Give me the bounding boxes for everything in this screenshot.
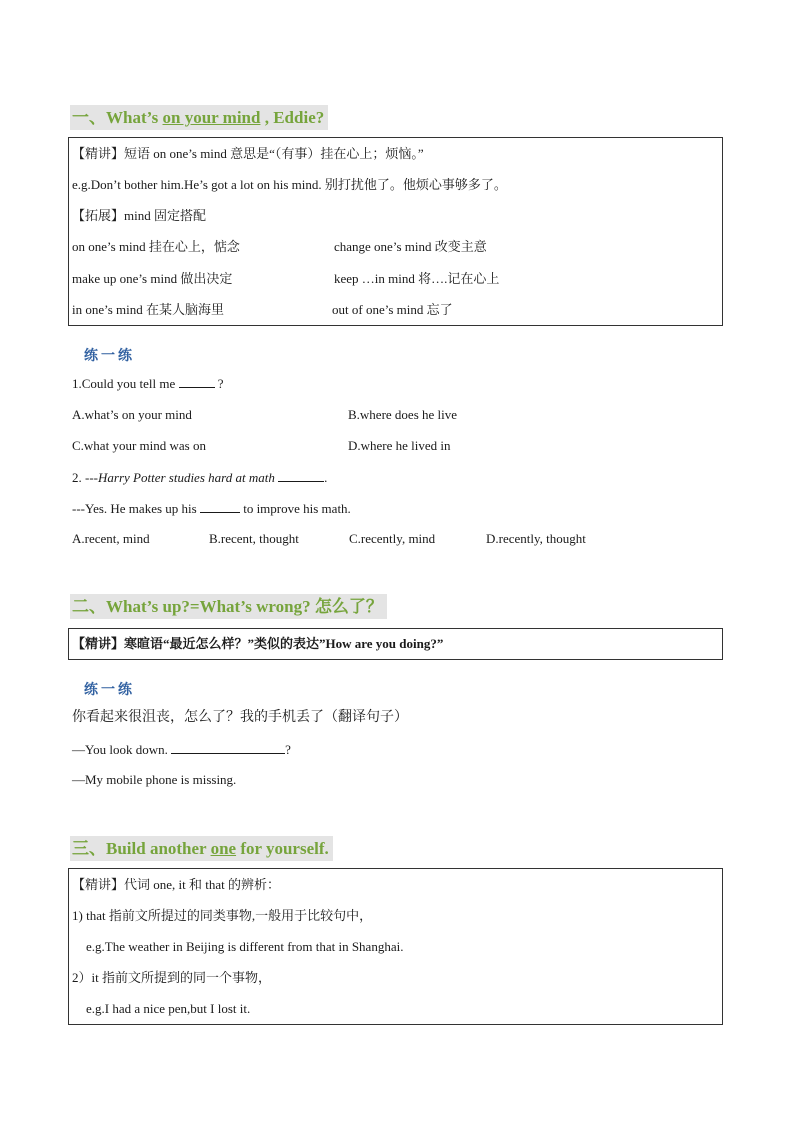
answer-blank[interactable] (200, 500, 240, 513)
answer-blank[interactable] (179, 375, 215, 388)
phrase-right-2: keep …in mind 将….记在心上 (334, 271, 500, 286)
q2-option-b: B.recent, thought (209, 531, 299, 546)
q2-prefix: 2. --- (72, 470, 98, 485)
question-1 (72, 375, 224, 392)
box3-line-4: 2）it 指前文所提到的同一个事物， (72, 970, 271, 985)
q2-option-a: A.recent, mind (72, 531, 150, 546)
box3-line-3: e.g.The weather in Beijing is different from that in Shanghai. (86, 939, 404, 954)
practice-label-1: 练一练 (84, 348, 135, 364)
answer-blank[interactable] (278, 469, 324, 482)
q2-period: . (324, 470, 328, 485)
box3-line-5: e.g.I had a nice pen,but I lost it. (86, 1001, 251, 1016)
question-2-line-1 (72, 469, 327, 486)
section-1-heading-post: , Eddie? (260, 108, 325, 127)
section-3-heading-underlined: one (210, 839, 237, 858)
section-1-heading-pre: 一、What’s (72, 108, 163, 127)
section-3-heading (70, 836, 333, 861)
dialog-line-a (72, 741, 291, 758)
option-d: D.where he lived in (348, 438, 451, 453)
section-2-heading: 二、What’s up?=What’s wrong? 怎么了？ (70, 594, 387, 619)
box1-line-3: 【拓展】mind 固定搭配 (72, 208, 206, 223)
option-a: A.what’s on your mind (72, 407, 192, 422)
section-1-heading-underlined: on your mind (162, 108, 261, 127)
q2-option-c: C.recently, mind (349, 531, 436, 546)
q2-italic-text: Harry Potter studies hard at math (98, 470, 275, 485)
phrase-right-1: change one’s mind 改变主意 (334, 239, 487, 254)
q2-line2-pre: ---Yes. He makes up his (72, 501, 200, 516)
box2-text: 【精讲】寒暄语“最近怎么样？”类似的表达”How are you doing?” (72, 636, 444, 651)
phrase-right-3: out of one’s mind 忘了 (332, 302, 453, 317)
answer-blank[interactable] (171, 741, 285, 754)
section-1-heading (70, 105, 328, 130)
question-1-end: ? (214, 376, 224, 391)
phrase-left-2: make up one’s mind 做出决定 (72, 271, 233, 286)
section-3-heading-post: for yourself. (236, 839, 329, 858)
option-c: C.what your mind was on (72, 438, 206, 453)
box3-line-2: 1) that 指前文所提过的同类事物,一般用于比较句中， (72, 908, 373, 923)
dialog-a-text: —You look down. (72, 742, 172, 757)
phrase-left-3: in one’s mind 在某人脑海里 (72, 302, 225, 317)
practice-label-2: 练一练 (84, 682, 135, 698)
section-3-heading-pre: 三、Build another (72, 839, 211, 858)
translate-prompt: 你看起来很沮丧，怎么了？我的手机丢了（翻译句子） (72, 710, 408, 725)
dialog-a-end: ? (285, 742, 291, 757)
box3-line-1: 【精讲】代词 one, it 和 that 的辨析： (72, 877, 280, 892)
q2-option-d: D.recently, thought (486, 531, 586, 546)
box1-line-1: 【精讲】短语 on one’s mind 意思是“（有事）挂在心上；烦恼。” (72, 146, 424, 161)
phrase-left-1: on one’s mind 挂在心上，惦念 (72, 239, 240, 254)
explanation-box-1 (68, 137, 723, 326)
dialog-line-b: —My mobile phone is missing. (72, 772, 237, 787)
q2-line2-post: to improve his math. (239, 501, 351, 516)
question-1-text: 1.Could you tell me (72, 376, 179, 391)
option-b: B.where does he live (348, 407, 458, 422)
question-2-line-2 (72, 500, 351, 517)
box1-line-2: e.g.Don’t bother him.He’s got a lot on his mind. 别打扰他了。他烦心事够多了。 (72, 177, 507, 192)
